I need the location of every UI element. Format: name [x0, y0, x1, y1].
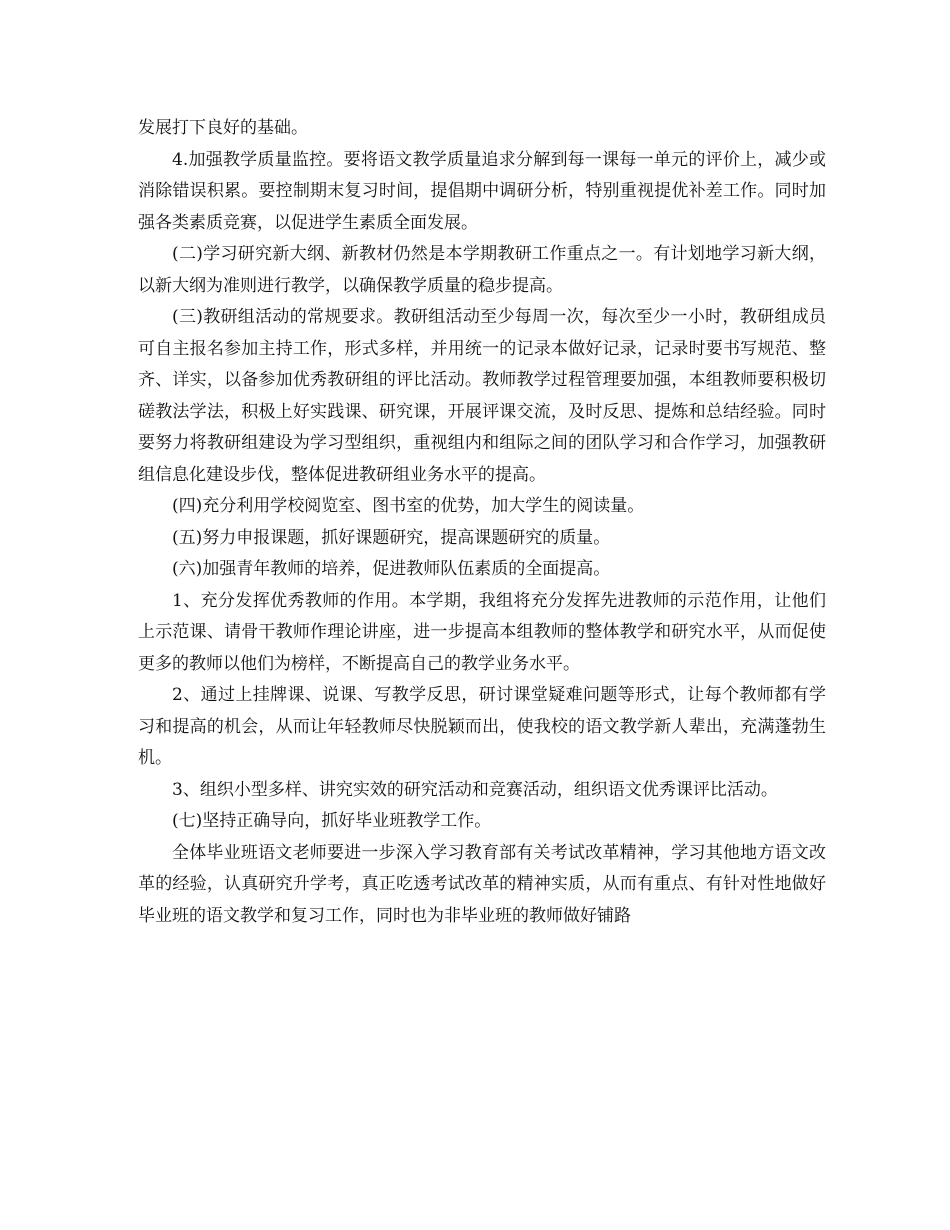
paragraph-item-one: 1、充分发挥优秀教师的作用。本学期，我组将充分发挥先进教师的示范作用，让他们上示范课、请骨干教师作理论讲座，进一步提高本组教师的整体教学和研究水平，从而促使更多的教师以他们为榜样，不断提高自己的教学业务水平。	[138, 590, 826, 674]
document-page	[138, 113, 826, 932]
paragraph-item-three: 3、组织小型多样、讲究实效的研究活动和竞赛活动，组织语文优秀课评比活动。	[172, 779, 778, 800]
paragraph-section-four: (四)充分利用学校阅览室、图书室的优势，加大学生的阅读量。	[172, 496, 645, 516]
paragraph-section-three: (三)教研组活动的常规要求。教研组活动至少每周一次，每次至少一小时，教研组成员可自主报名参加主持工作，形式多样，并用统一的记录本做好记录，记录时要书写规范、整齐、详实，以备参加优秀教研组的评比活动。教师教学过程管理要加强，本组教师要积极切磋教法学法，积极上好实践课、研究课，开展评课交流，及时反思、提炼和总结经验。同时要努力将教研组建设为学习型组织，重视组内和组际之间的团队学习和合作学习，加强教研组信息化建设步伐，整体促进教研组业务水平的提高。	[138, 307, 826, 485]
paragraph-section-seven: (七)坚持正确导向，抓好毕业班教学工作。	[172, 811, 492, 831]
paragraph-continuation: 发展打下良好的基础。	[138, 118, 308, 138]
paragraph-section-six: (六)加强青年教师的培养，促进教师队伍素质的全面提高。	[172, 559, 611, 579]
paragraph-quality-monitoring: 4.加强教学质量监控。要将语文教学质量追求分解到每一课每一单元的评价上，减少或消除错误积累。要控制期末复习时间，提倡期中调研分析，特别重视提优补差工作。同时加强各类素质竞赛，以促进学生素质全面发展。	[138, 149, 826, 233]
paragraph-section-two: (二)学习研究新大纲、新教材仍然是本学期教研工作重点之一。有计划地学习新大纲，以新大纲为准则进行教学，以确保教学质量的稳步提高。	[138, 244, 826, 296]
paragraph-graduating-class: 全体毕业班语文老师要进一步深入学习教育部有关考试改革精神，学习其他地方语文改革的经验，认真研究升学考，真正吃透考试改革的精神实质，从而有重点、有针对性地做好毕业班的语文教学和复习工作，同时也为非毕业班的教师做好铺路	[138, 842, 826, 926]
paragraph-item-two: 2、通过上挂牌课、说课、写教学反思，研讨课堂疑难问题等形式，让每个教师都有学习和提高的机会，从而让年轻教师尽快脱颖而出，使我校的语文教学新人辈出，充满蓬勃生机。	[138, 685, 826, 768]
paragraph-section-five: (五)努力申报课题，抓好课题研究，提高课题研究的质量。	[172, 527, 611, 548]
